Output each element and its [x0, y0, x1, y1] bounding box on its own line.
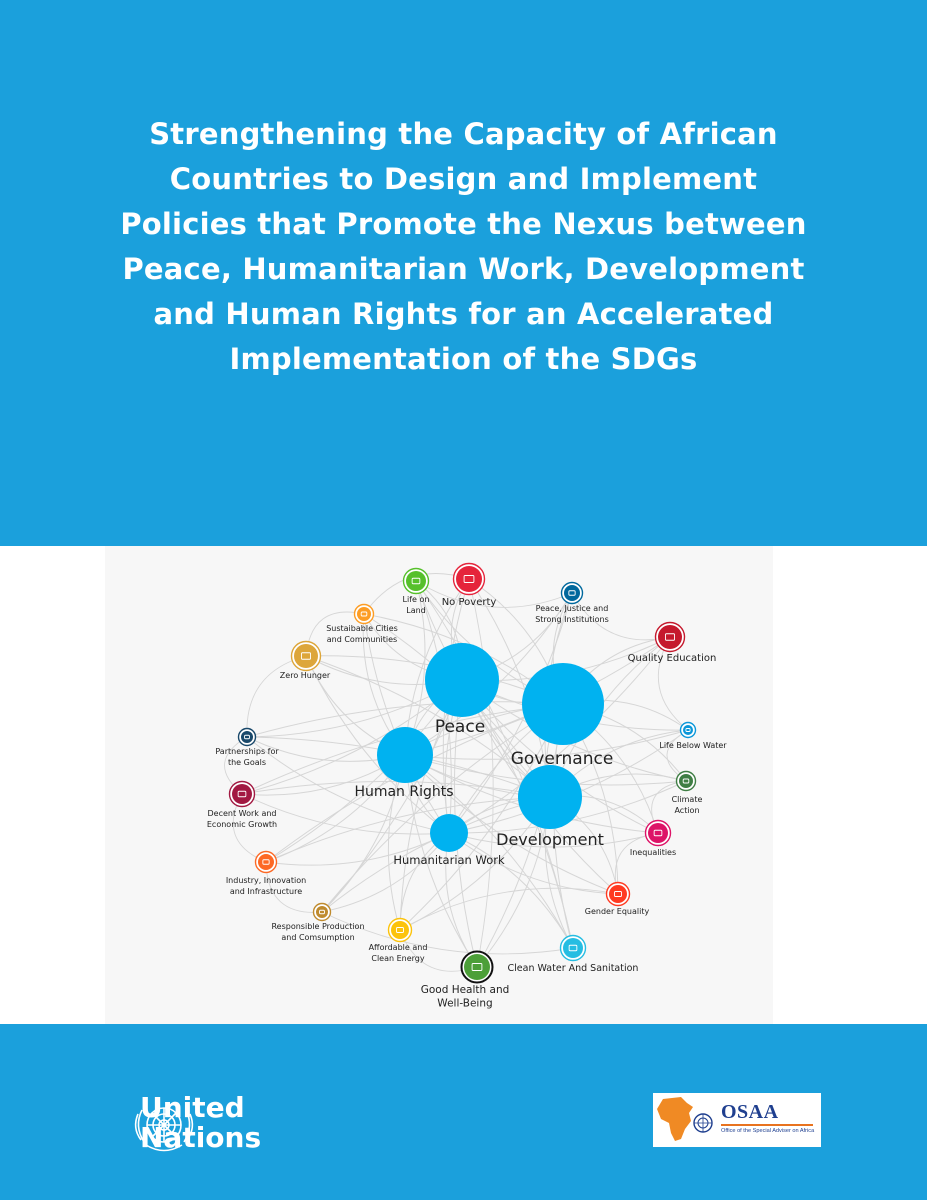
hub-node-humanitarian — [430, 814, 468, 852]
eye-globe-icon — [679, 774, 693, 788]
sdg-node-energy — [369, 919, 428, 964]
sdg-label: Action — [674, 806, 700, 815]
osaa-subtitle: Office of the Special Adviser on Africa — [721, 1128, 815, 1134]
sdg-label: Sustaibable Cities — [326, 624, 398, 633]
hub-node-development — [518, 765, 582, 829]
tree-icon — [406, 571, 426, 591]
sdg-node-climate — [672, 772, 703, 816]
sdg-node-sust-cities — [326, 605, 398, 645]
fish-icon — [683, 725, 693, 735]
sdg-label: No Poverty — [441, 597, 497, 608]
sdg-node-resp-prod — [271, 904, 364, 943]
osaa-logo — [653, 1093, 821, 1147]
sdg-label: and Comsumption — [281, 933, 355, 942]
sdg-label: Industry, Innovation — [225, 876, 307, 885]
title-line: and Human Rights for an Accelerated — [153, 297, 774, 331]
hub-label: Peace — [434, 717, 486, 737]
un-wordmark-line: United — [140, 1091, 245, 1124]
osaa-divider — [721, 1124, 813, 1126]
infinity-icon — [316, 906, 328, 918]
hub-label: Humanitarian Work — [393, 853, 505, 867]
sdg-label: Gender Equality — [584, 907, 650, 916]
sdg-label: the Goals — [227, 758, 267, 767]
sdg-node-zero-hunger — [280, 642, 331, 681]
sdg-node-no-poverty — [442, 564, 497, 609]
gender-icon — [609, 885, 627, 903]
title-line: Strengthening the Capacity of African — [149, 117, 778, 151]
sdg-label: Inequalities — [629, 848, 677, 857]
sdg-node-peace-justice — [535, 583, 609, 625]
bowl-icon — [294, 644, 318, 668]
book-icon — [658, 625, 682, 649]
dove-icon — [564, 585, 580, 601]
title-line: Policies that Promote the Nexus between — [120, 207, 807, 241]
hub-node-governance — [522, 663, 604, 745]
drop-icon — [563, 938, 583, 958]
equal-icon — [648, 823, 668, 843]
sdg-node-health — [421, 952, 510, 1010]
un-wordmark-line: Nations — [140, 1121, 262, 1154]
sdg-network-diagram — [0, 546, 927, 1024]
hub-node-peace — [425, 643, 499, 717]
sdg-label: Well-Being — [437, 997, 493, 1010]
title-line: Implementation of the SDGs — [229, 342, 698, 376]
network-edge — [322, 912, 573, 954]
family-icon — [456, 566, 482, 592]
sdg-node-water — [508, 936, 639, 975]
sdg-label: Peace, Justice and — [535, 604, 609, 613]
sdg-label: Climate — [671, 795, 703, 804]
sun-icon — [391, 921, 409, 939]
sdg-node-life-land — [403, 569, 430, 616]
sdg-label: Land — [406, 606, 426, 615]
title-line: Peace, Humanitarian Work, Development — [122, 252, 805, 286]
hub-label: Development — [496, 830, 604, 849]
hub-label: Human Rights — [354, 784, 454, 800]
network-figure-band — [0, 546, 927, 1024]
africa-map-icon — [653, 1093, 721, 1147]
sdg-label: Strong Institutions — [535, 615, 609, 624]
sdg-label: Clean Water And Sanitation — [507, 963, 639, 974]
sdg-label: Zero Hunger — [279, 671, 331, 680]
cubes-icon — [258, 854, 274, 870]
osaa-name: OSAA — [721, 1101, 779, 1123]
growth-chart-icon — [232, 784, 252, 804]
un-wordmark — [140, 1093, 261, 1153]
hub-node-human-rights — [377, 727, 433, 783]
sdg-label: Responsible Production — [271, 922, 365, 931]
sdg-node-gender — [585, 883, 650, 917]
sdg-node-industry — [226, 852, 306, 897]
title-line: Countries to Design and Implement — [169, 162, 758, 196]
heartbeat-icon — [464, 954, 490, 980]
sdg-label: Quality Education — [627, 653, 717, 664]
report-title — [60, 112, 867, 382]
sdg-node-life-water — [659, 723, 727, 751]
sdg-label: Partnerships for — [215, 747, 279, 756]
sdg-label: Clean Energy — [371, 954, 425, 963]
flower-icon — [241, 731, 253, 743]
sdg-node-inequalities — [630, 821, 676, 858]
network-edge — [449, 833, 573, 948]
sdg-label: Economic Growth — [206, 820, 278, 829]
sdg-label: Life Below Water — [659, 741, 727, 750]
sdg-label: and Infrastructure — [229, 887, 303, 896]
sdg-nodes — [207, 564, 727, 1010]
sdg-label: Decent Work and — [207, 809, 277, 818]
buildings-icon — [357, 607, 371, 621]
sdg-label: Good Health and — [420, 984, 510, 996]
sdg-label: Life on — [402, 595, 430, 604]
sdg-label: Affordable and — [368, 943, 428, 952]
sdg-label: and Communities — [326, 635, 398, 644]
hub-label: Governance — [510, 749, 614, 769]
